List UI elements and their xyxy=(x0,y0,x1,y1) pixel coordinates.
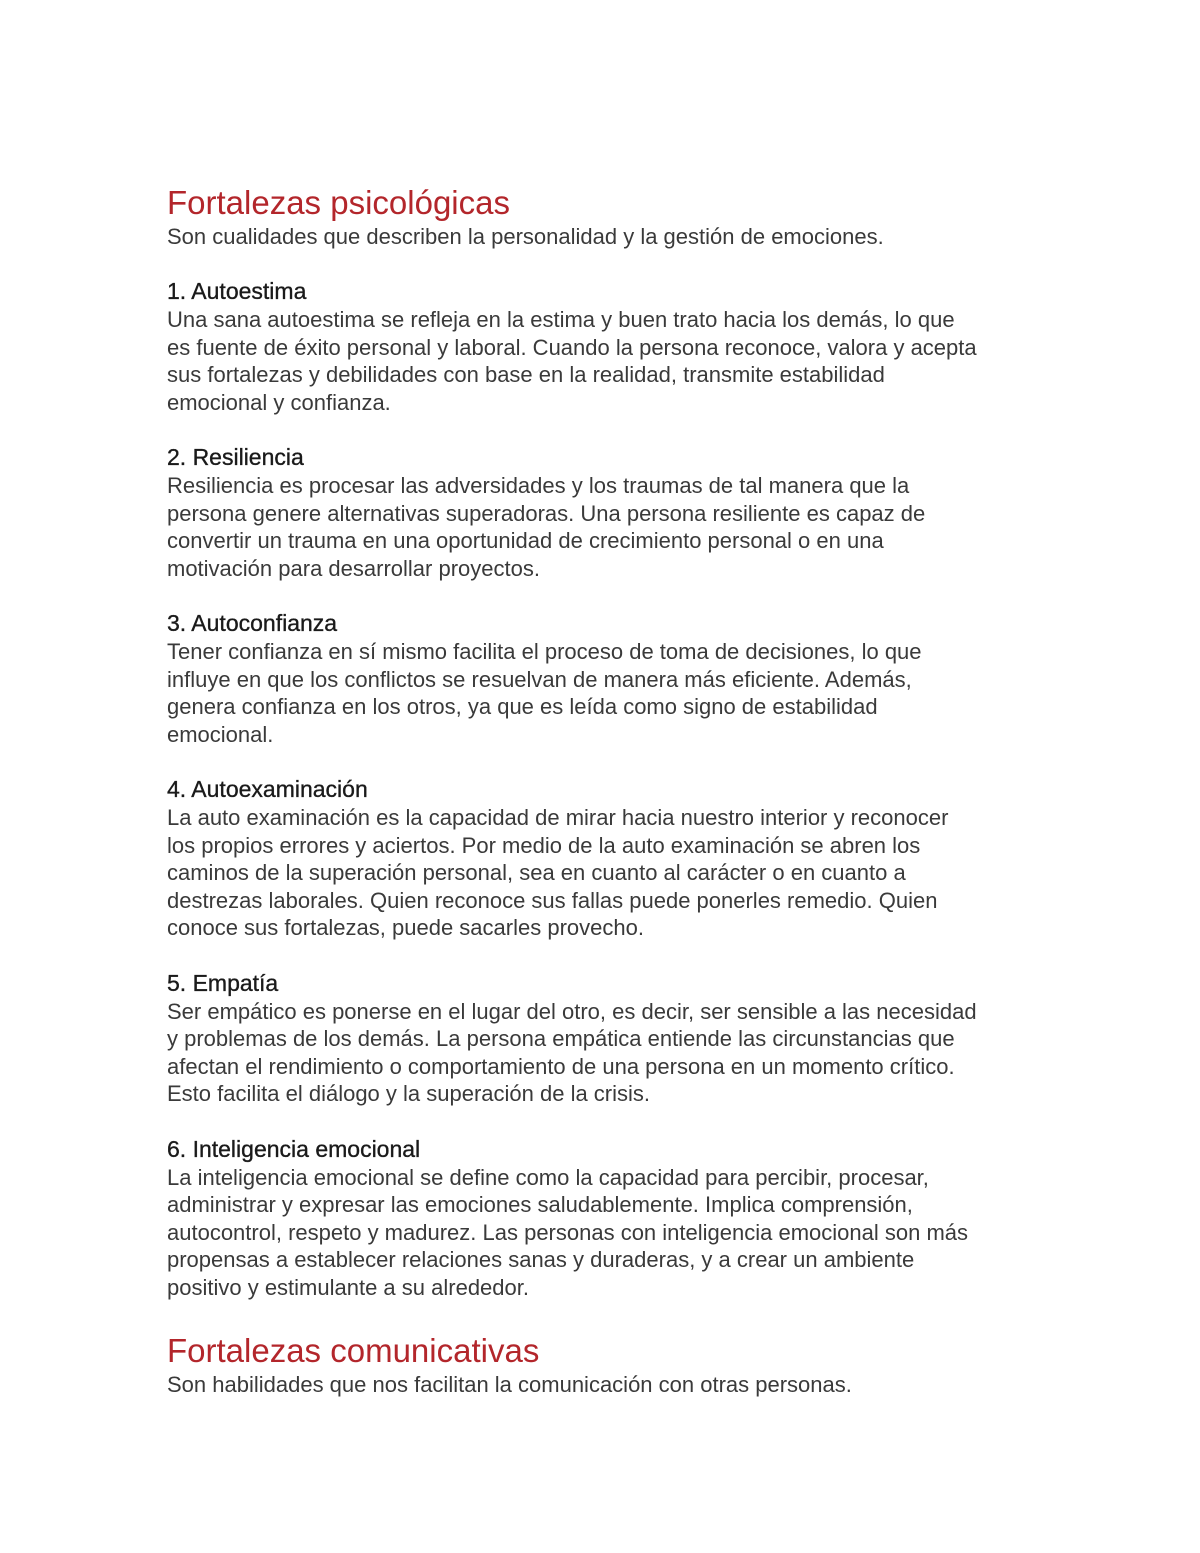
document-page xyxy=(167,183,1047,1398)
item-line: genera confianza en los otros, ya que es leída como signo de estabilidad xyxy=(167,694,878,719)
item-line: Ser empático es ponerse en el lugar del otro, es decir, ser sensible a las necesidad xyxy=(167,998,977,1024)
item-line: afectan el rendimiento o comportamiento de una persona en un momento crítico. xyxy=(167,1053,955,1079)
section-title: Fortalezas comunicativas xyxy=(167,1332,540,1369)
item-heading: 4. Autoexaminación xyxy=(167,776,368,802)
item-heading: 5. Empatía xyxy=(167,969,279,996)
item-resiliencia xyxy=(167,442,1047,582)
item-line: persona genere alternativas superadoras. Una persona resiliente es capaz de xyxy=(167,500,926,526)
item-line: destrezas laborales. Quien reconoce sus fallas puede ponerles remedio. Quien xyxy=(167,887,938,913)
section-psychological-strengths xyxy=(167,183,1047,1301)
item-line: La inteligencia emocional se define como la capacidad para percibir, procesar, xyxy=(167,1164,929,1190)
item-line: propensas a establecer relaciones sanas y duraderas, y a crear un ambiente xyxy=(167,1247,915,1272)
item-autoconfianza xyxy=(167,608,1047,748)
section-communicative-strengths xyxy=(167,1331,1047,1398)
item-inteligencia-emocional xyxy=(167,1134,1047,1302)
item-heading: 6. Inteligencia emocional xyxy=(167,1135,421,1162)
item-line: conoce sus fortalezas, puede sacarles provecho. xyxy=(167,915,644,940)
item-line: los propios errores y aciertos. Por medio de la auto examinación se abren los xyxy=(167,832,921,858)
item-line: Una sana autoestima se refleja en la estima y buen trato hacia los demás, lo que xyxy=(167,307,955,332)
item-line: influye en que los conflictos se resuelvan de manera más eficiente. Además, xyxy=(167,666,912,692)
section-intro: Son cualidades que describen la personalidad y la gestión de emociones. xyxy=(167,224,884,249)
section-title: Fortalezas psicológicas xyxy=(167,184,510,221)
item-line: administrar y expresar las emociones saludablemente. Implica comprensión, xyxy=(167,1192,913,1217)
item-line: motivación para desarrollar proyectos. xyxy=(167,555,540,581)
item-autoexaminacion xyxy=(167,774,1047,942)
item-line: y problemas de los demás. La persona empática entiende las circunstancias que xyxy=(167,1026,955,1051)
item-line: Tener confianza en sí mismo facilita el proceso de toma de decisiones, lo que xyxy=(167,639,922,664)
item-line: caminos de la superación personal, sea en cuanto al carácter o en cuanto a xyxy=(167,860,906,885)
item-line: sus fortalezas y debilidades con base en la realidad, transmite estabilidad xyxy=(167,362,885,387)
item-line: La auto examinación es la capacidad de mirar hacia nuestro interior y reconocer xyxy=(167,805,949,830)
section-intro: Son habilidades que nos facilitan la comunicación con otras personas. xyxy=(167,1372,852,1397)
item-heading: 1. Autoestima xyxy=(167,278,307,304)
item-line: Esto facilita el diálogo y la superación de la crisis. xyxy=(167,1081,651,1106)
item-line: emocional y confianza. xyxy=(167,389,391,415)
item-line: convertir un trauma en una oportunidad de crecimiento personal o en una xyxy=(167,528,884,553)
item-line: es fuente de éxito personal y laboral. Cuando la persona reconoce, valora y acepta xyxy=(167,334,977,360)
item-line: Resiliencia es procesar las adversidades y los traumas de tal manera que la xyxy=(167,473,910,498)
item-empatia xyxy=(167,968,1047,1108)
item-heading: 2. Resiliencia xyxy=(167,444,304,470)
item-line: emocional. xyxy=(167,721,274,747)
item-autoestima xyxy=(167,276,1047,416)
item-heading: 3. Autoconfianza xyxy=(167,610,338,636)
item-line: positivo y estimulante a su alrededor. xyxy=(167,1274,529,1300)
item-line: autocontrol, respeto y madurez. Las personas con inteligencia emocional son más xyxy=(167,1219,969,1245)
